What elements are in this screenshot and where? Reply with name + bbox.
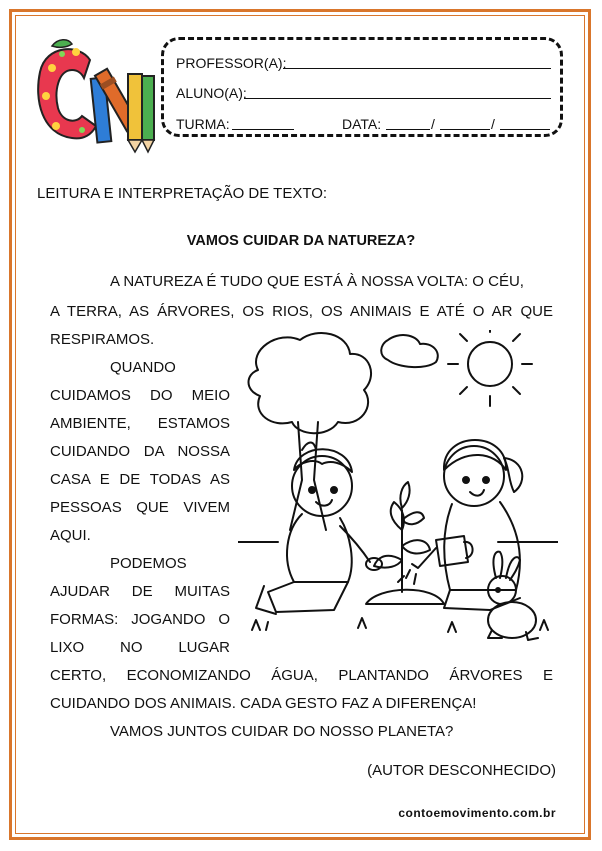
text-line: CUIDANDO DOS ANIMAIS. CADA GESTO FAZ A DIFERENÇA! xyxy=(50,695,477,712)
text-line: CASA E DE TODAS AS xyxy=(50,471,230,488)
text-line: LIXO NO LUGAR xyxy=(50,639,230,656)
text-line: CUIDAMOS DO MEIO xyxy=(50,387,230,404)
date-day-field[interactable] xyxy=(386,129,430,130)
text-line: VAMOS JUNTOS CUIDAR DO NOSSO PLANETA? xyxy=(110,723,454,740)
author-credit: (AUTOR DESCONHECIDO) xyxy=(367,762,556,779)
text-line: PODEMOS xyxy=(110,555,187,572)
date-year-field[interactable] xyxy=(500,129,550,130)
text-line: FORMAS: JOGANDO O xyxy=(50,611,230,628)
teacher-label: PROFESSOR(A): xyxy=(176,55,287,71)
rabbit-icon xyxy=(488,552,538,640)
text-line: CERTO, ECONOMIZANDO ÁGUA, PLANTANDO ÁRVORES E xyxy=(50,667,553,684)
date-month-field[interactable] xyxy=(440,129,490,130)
teacher-field[interactable] xyxy=(283,68,551,69)
text-line: A NATUREZA É TUDO QUE ESTÁ À NOSSA VOLTA: O CÉU, xyxy=(110,273,524,290)
conto-movimento-logo xyxy=(32,38,162,156)
section-heading: LEITURA E INTERPRETAÇÃO DE TEXTO: xyxy=(37,185,328,202)
text-line: RESPIRAMOS. xyxy=(50,331,155,348)
text-line: QUANDO xyxy=(110,359,176,376)
text-line: AQUI. xyxy=(50,527,91,544)
sun-icon xyxy=(448,330,532,406)
text-line: CUIDANDO DA NOSSA xyxy=(50,443,230,460)
date-separator: / xyxy=(431,116,435,132)
class-field[interactable] xyxy=(232,129,294,130)
student-field[interactable] xyxy=(244,98,551,99)
text-line: AMBIENTE, ESTAMOS xyxy=(50,415,230,432)
student-label: ALUNO(A): xyxy=(176,85,247,101)
class-label: TURMA: xyxy=(176,116,230,132)
children-planting-illustration xyxy=(238,330,558,650)
text-line: AJUDAR DE MUITAS xyxy=(50,583,230,600)
date-separator: / xyxy=(491,116,495,132)
text-title: VAMOS CUIDAR DA NATUREZA? xyxy=(186,233,416,249)
website-credit: contoemovimento.com.br xyxy=(398,806,556,820)
text-line: A TERRA, AS ÁRVORES, OS RIOS, OS ANIMAIS E ATÉ O AR QUE xyxy=(50,303,553,320)
text-line: PESSOAS QUE VIVEM xyxy=(50,499,230,516)
date-label: DATA: xyxy=(342,116,382,132)
